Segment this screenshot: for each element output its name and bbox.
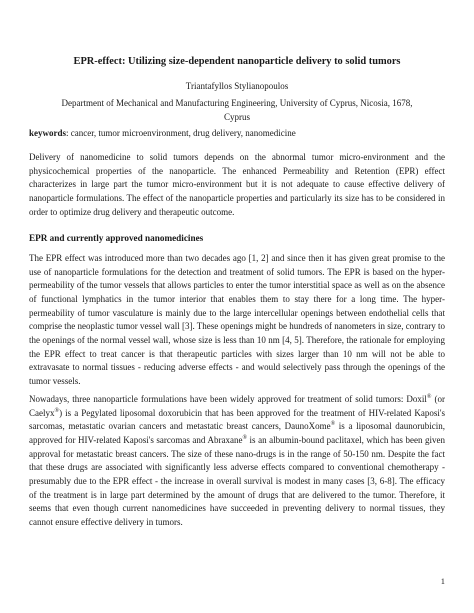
paper-title: EPR-effect: Utilizing size-dependent nanoparticle delivery to solid tumors — [73, 56, 401, 67]
keywords — [29, 127, 445, 139]
abstract: Delivery of nanomedicine to solid tumors depends on the abnormal tumor micro-environment and the physicochemical properties of the nanoparticle. The enhanced Permeability and Retention (EPR) effect characterizes in large part the tumor micro-environment but it is not adequate to cause effective delivery of nanoparticle formulations. The effect of the nanoparticle properties and particularly its size has to be considered in order to optimize drug delivery and therapeutic outcome. — [29, 152, 445, 217]
affiliation-line-1: Department of Mechanical and Manufacturing Engineering, University of Cyprus, Nicosia, 1678, — [61, 98, 413, 108]
affiliation — [29, 97, 445, 124]
registered-mark: ® — [426, 394, 432, 400]
text-segment: is a liposomal daunorubicin, approved for HIV-related Kaposi's sarcomas and Abraxane — [29, 421, 445, 445]
registered-mark: ® — [54, 407, 60, 414]
text-segment: Nowadays, three nanoparticle formulations have been widely approved for treatment of solid tumors: Doxil — [29, 394, 427, 404]
author-name: Triantafyllos Stylianopoulos — [185, 81, 289, 91]
paragraph-approved-nanomedicines — [29, 393, 445, 530]
section-heading: EPR and currently approved nanomedicines — [29, 233, 204, 243]
text-segment: is an albumin-bound paclitaxel, which has been given approval for metastatic breast cancers. The size of these nano-drugs is in the range of 50-150 nm. Despite the fact that these drugs are associated with significantly less adverse effects compared to conventional chemotherapy - presumably due to the EPR effect - the increase in overall survival is modest in many cases [3, 6-8]. The efficacy of the treatment is in large part determined by the amount of drugs that are delivered to the tumor. Therefore, it seems that even though current nanomedicines have succeeded in preventing delivery to normal tissues, they cannot ensure effective delivery in tumors. — [29, 434, 445, 527]
registered-mark: ® — [330, 421, 336, 428]
paragraph-epr-intro: The EPR effect was introduced more than two decades ago [1, 2] and since then it has given great promise to the use of nanoparticle formulations for the detection and treatment of solid tumors. The EPR is based on the hyper-permeability of the tumor vessels that allows particles to enter the tumor interstitial space as well as on the absence of functional lymphatics in the tumor interior that enables them to stay there for a long time. The hyper-permeability of tumor vasculature is mainly due to the large intercellular openings between endothelial cells that comprise the neoplastic tumor vessel wall [3]. These openings might be hundreds of nanometers in size, contrary to the openings of the normal vessel wall, whose size is less than 10 nm [4, 5]. Therefore, the rationale for employing the EPR effect to treat cancer is that therapeutic particles with sizes larger than 10 nm will not be able to extravasate to normal tissues - reducing adverse effects - and would selectively pass through the openings of the tumor vessels. — [29, 253, 445, 386]
text-segment: (or Caelyx — [29, 394, 446, 418]
page-number: 1 — [440, 576, 445, 586]
registered-mark: ® — [242, 434, 247, 441]
keywords-label: keywords — [29, 128, 67, 138]
affiliation-line-2: Cyprus — [223, 111, 250, 122]
keywords-list: : cancer, tumor microenvironment, drug delivery, nanomedicine — [66, 128, 296, 138]
text-segment: ) is a Pegylated liposomal doxorubicin that has been approved for the treatment of HIV-related Kaposi's sarcomas, metastatic ovarian cancers and metastatic breast cancers, DaunoXome — [29, 407, 445, 432]
